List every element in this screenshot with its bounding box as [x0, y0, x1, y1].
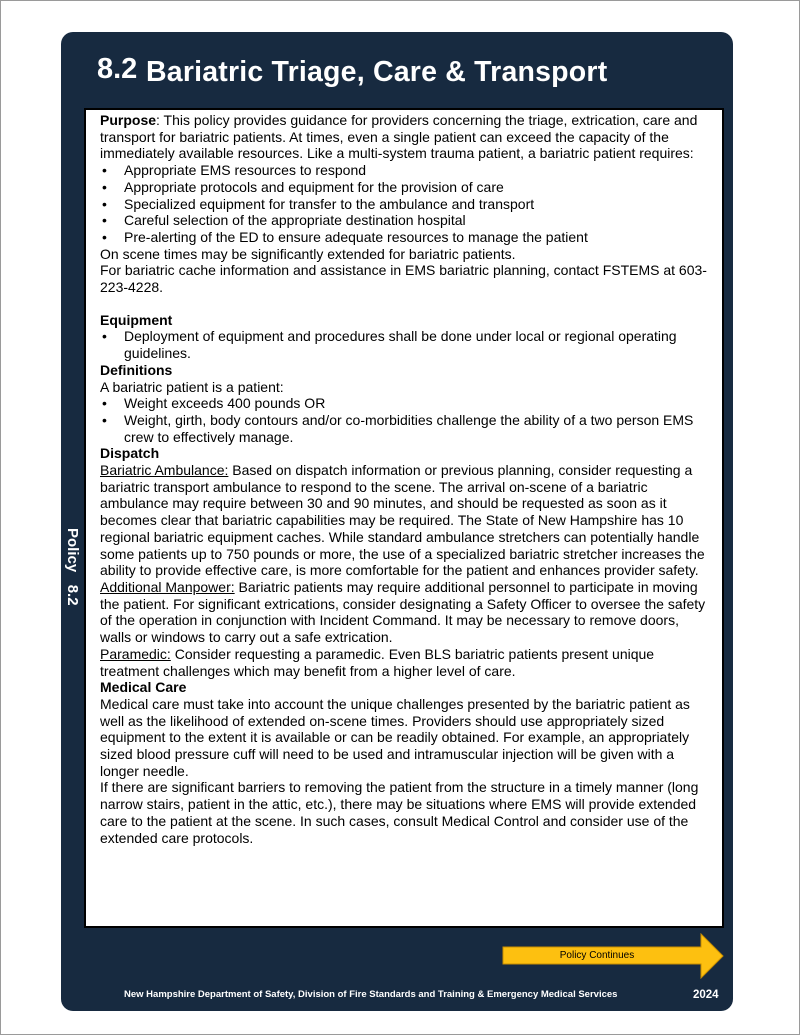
medical-care-paragraph: If there are significant barriers to removing the patient from the structure in a timely manner (long narrow stairs, patient in the attic, etc.), there may be situations where EMS will provide extended care to the patient at the scene. In such cases, consult Medical Control and consider use of the extended care protocols. — [100, 779, 699, 846]
bariatric-cache-contact: For bariatric cache information and assistance in EMS bariatric planning, contact FSTEMS at 603-223-4228. — [100, 262, 707, 296]
dispatch-item-text: Based on dispatch information or previous planning, consider requesting a bariatric transport ambulance to respond to the scene. The arrival on-scene of a bariatric ambulance may require between 30 and 90 minutes, and should be requested as soon as it becomes clear that bariatric capabilities may be required. The State of New Hampshire has 10 regional bariatric equipment caches. While standard ambulance stretchers can potentially handle some patients up to 750 pounds or more, the use of a specialized bariatric stretcher increases the ability to provide effective care, is more comfortable for the patient and enhances provider safety. — [100, 462, 705, 579]
footer-agency: New Hampshire Department of Safety, Division of Fire Standards and Training & Emergency Medical Services — [124, 989, 618, 1000]
dispatch-item — [100, 646, 708, 679]
equipment-list — [100, 328, 708, 361]
side-policy-tab: Policy 8.2 — [64, 528, 81, 606]
list-item: • Deployment of equipment and procedures shall be done under local or regional operating guidelines. — [100, 328, 708, 361]
footer-year: 2024 — [693, 989, 719, 1001]
equipment-heading: Equipment — [100, 311, 173, 328]
content-box — [84, 108, 724, 928]
medical-care-heading: Medical Care — [100, 679, 187, 696]
purpose-list — [100, 162, 708, 246]
policy-number: 8.2 — [97, 53, 138, 85]
dispatch-item-text: Consider requesting a paramedic. Even BLS bariatric patients present unique treatment challenges which may benefit from a higher level of care. — [100, 645, 655, 679]
purpose-label: Purpose — [100, 112, 157, 128]
page-title: Bariatric Triage, Care & Transport — [146, 56, 608, 88]
dispatch-item-text: Bariatric patients may require additional personnel to participate in moving the patient. For significant extrications, consider designating a Safety Officer to oversee the safety of the operation in conjunction with Incident Command. It may be necessary to remove doors, walls or windows to carry out a safe extrication. — [100, 578, 706, 646]
dispatch-item-label: Additional Manpower: — [100, 578, 235, 595]
list-item: • Weight exceeds 400 pounds OR — [100, 395, 708, 412]
spacer — [100, 296, 708, 312]
list-item: • Careful selection of the appropriate destination hospital — [100, 212, 708, 229]
policy-continues-label: Policy Continues — [559, 950, 635, 961]
definitions-heading: Definitions — [100, 361, 173, 378]
list-item: • Weight, girth, body contours and/or co-morbidities challenge the ability of a two person EMS crew to effectively manage. — [100, 412, 708, 445]
purpose-paragraph — [100, 112, 708, 162]
scene-time-note: On scene times may be significantly extended for bariatric patients. — [100, 245, 516, 262]
dispatch-item — [100, 462, 708, 579]
list-item: • Specialized equipment for transfer to the ambulance and transport — [100, 196, 708, 213]
purpose-text: : This policy provides guidance for providers concerning the triage, extrication, care and transport for bariatric patients. At times, even a single patient can exceed the capacity of the immediately available resources. Like a multi-system trauma patient, a bariatric patient requires: — [100, 112, 698, 162]
definitions-list — [100, 395, 708, 445]
dispatch-item-label: Bariatric Ambulance: — [100, 462, 229, 479]
medical-care-paragraph: Medical care must take into account the unique challenges presented by the bariatric patient as well as the likelihood of extended on-scene times. Providers should use appropriately sized equipment to the extent it is available or can be readily obtained. For example, an appropriately sized blood pressure cuff will need to be used and intramuscular injection will be given with a longer needle. — [100, 695, 690, 779]
list-item: • Appropriate EMS resources to respond — [100, 162, 708, 179]
dispatch-item-label: Paramedic: — [100, 645, 171, 662]
list-item: • Appropriate protocols and equipment for the provision of care — [100, 179, 708, 196]
dispatch-heading: Dispatch — [100, 445, 160, 462]
dispatch-item — [100, 579, 708, 646]
list-item: • Pre-alerting of the ED to ensure adequate resources to manage the patient — [100, 229, 708, 246]
definitions-intro: A bariatric patient is a patient: — [100, 378, 284, 395]
